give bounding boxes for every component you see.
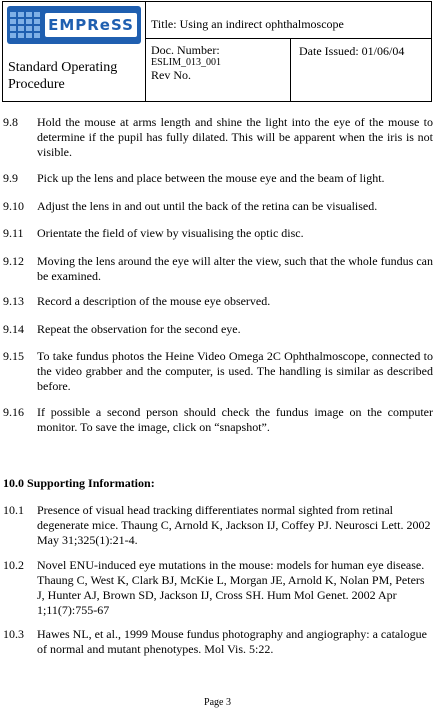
step-text: Repeat the observation for the second eye.: [37, 322, 241, 336]
date-issued: Date Issued: 01/06/04: [299, 44, 405, 58]
reference-number: 10.1: [3, 503, 24, 517]
step-text: Moving the lens around the eye will alter the view, such that the whole fundus can be examined.: [37, 254, 433, 283]
logo-grid-icon: [7, 6, 47, 44]
step-number: 9.16: [3, 405, 24, 419]
step-number: 9.15: [3, 349, 24, 363]
step-number: 9.13: [3, 294, 24, 308]
header-divider: [290, 38, 291, 101]
step-number: 9.9: [3, 171, 18, 185]
reference-text: Presence of visual head tracking differentiates normal sighted from retinal degenerate mice. Thaung C, Arnold K, Jackson IJ, Coffey PJ. Neurosci Lett. 2002 May 31;325(1):21-4.: [37, 503, 431, 547]
step-text: If possible a second person should check the fundus image on the computer monitor. To save the image, click on “snapshot”.: [37, 405, 433, 434]
step-number: 9.10: [3, 199, 24, 213]
section-heading: 10.0 Supporting Information:: [3, 476, 155, 490]
document-title: Title: Using an indirect ophthalmoscope: [151, 17, 344, 31]
document-header: [2, 1, 432, 102]
header-divider: [145, 38, 431, 39]
reference-text: Novel ENU-induced eye mutations in the mouse: models for human eye disease. Thaung C, West K, Clark BJ, McKie L, Morgan JE, Arnold K, Nolan PM, Peters J, Hunter AJ, Brown SD, Jackson IJ, Cross SH. Hum Mol Genet. 2002 Apr 1;11(7):755-67: [37, 558, 425, 617]
reference-number: 10.3: [3, 627, 24, 641]
logo-text: EMPReSS: [45, 13, 137, 37]
step-number: 9.12: [3, 254, 24, 268]
step-text: Adjust the lens in and out until the back of the retina can be visualised.: [37, 199, 378, 213]
step-text: Orientate the field of view by visualising the optic disc.: [37, 226, 304, 240]
step-number: 9.14: [3, 322, 24, 336]
step-text: Record a description of the mouse eye observed.: [37, 294, 271, 308]
step-text: Pick up the lens and place between the mouse eye and the beam of light.: [37, 171, 385, 185]
doc-number: ESLIM_013_001: [151, 57, 221, 68]
header-divider: [145, 2, 146, 101]
reference-number: 10.2: [3, 558, 24, 572]
step-text: Hold the mouse at arms length and shine the light into the eye of the mouse to determine if the pupil has fully dilated. This will be apparent when the iris is not visible.: [37, 115, 433, 159]
step-number: 9.11: [3, 226, 24, 240]
doc-number-label: Doc. Number:: [151, 43, 220, 57]
step-text: To take fundus photos the Heine Video Omega 2C Ophthalmoscope, connected to the video grabber and the computer, is used. The handling is similar as described before.: [37, 349, 433, 393]
document-number-block: [151, 44, 221, 82]
reference-text: Hawes NL, et al., 1999 Mouse fundus photography and angiography: a catalogue of normal and mutant phenotypes. Mol Vis. 5:22.: [37, 627, 427, 656]
rev-label: Rev No.: [151, 68, 191, 82]
sop-label: Standard Operating Procedure: [8, 60, 118, 92]
page-number: Page 3: [204, 697, 231, 708]
empress-logo: [7, 6, 141, 44]
step-number: 9.8: [3, 115, 18, 129]
